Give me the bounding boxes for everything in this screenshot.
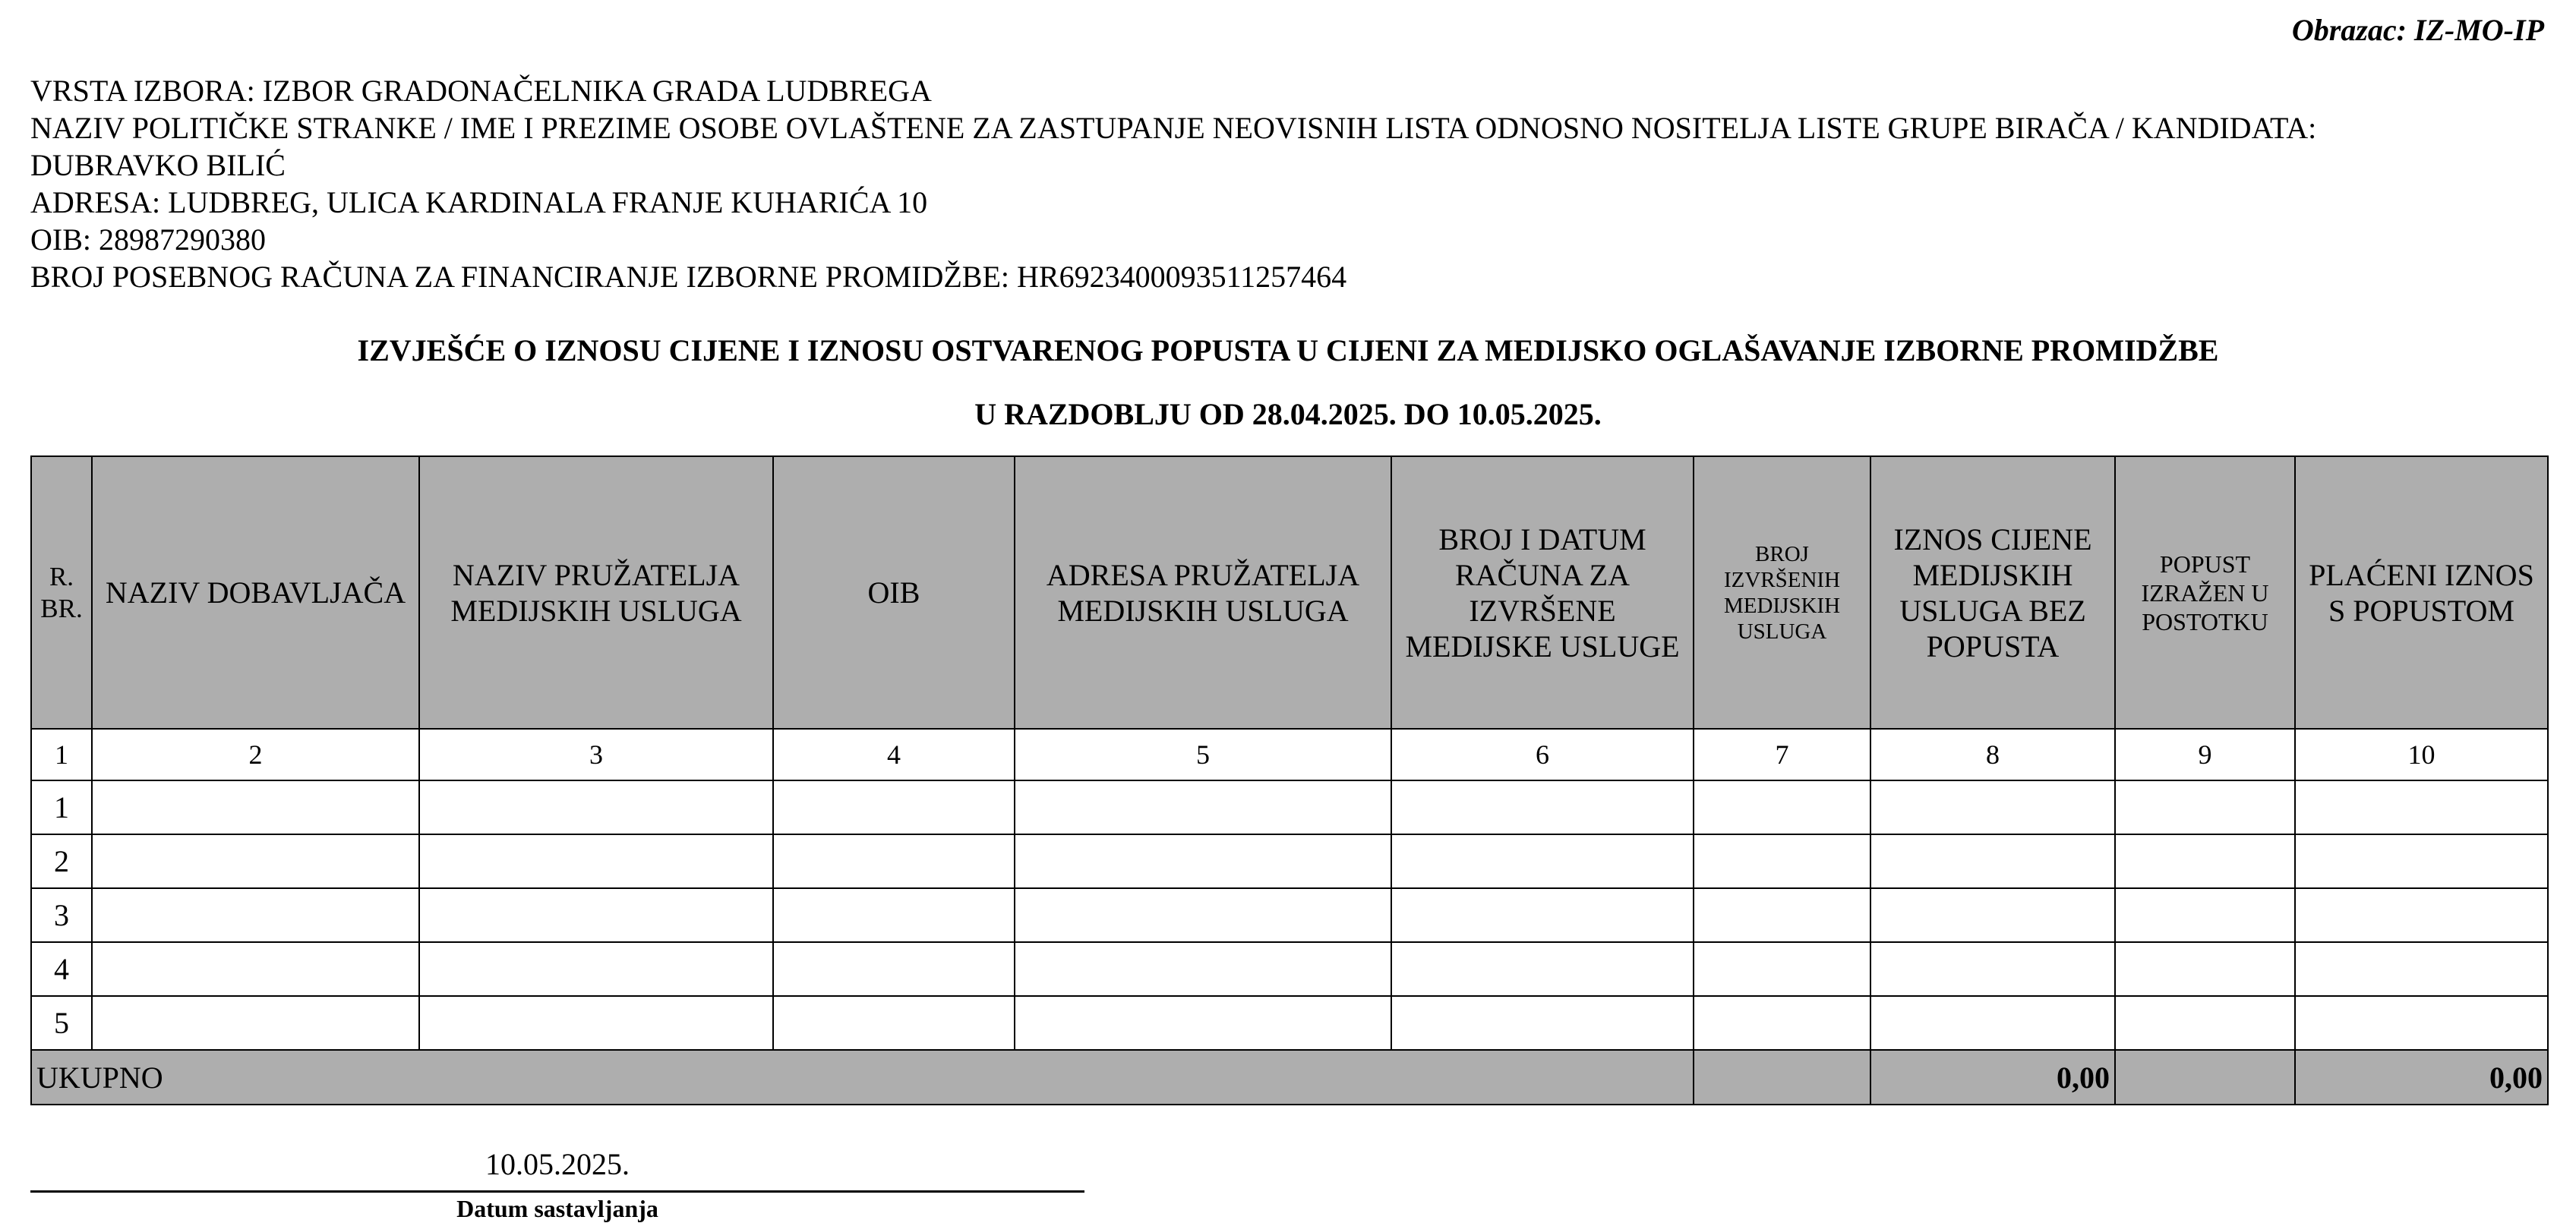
column-header-paid: PLAĆENI IZNOS S POPUSTOM bbox=[2295, 456, 2548, 729]
table-cell bbox=[1870, 780, 2115, 834]
report-table bbox=[30, 455, 2549, 1105]
candidate-name: DUBRAVKO BILIĆ bbox=[30, 148, 286, 182]
table-cell bbox=[419, 834, 773, 888]
table-cell bbox=[1870, 834, 2115, 888]
table-cell bbox=[1015, 834, 1391, 888]
table-cell bbox=[1870, 942, 2115, 996]
table-cell bbox=[2295, 942, 2548, 996]
total-service-count-cell bbox=[1694, 1050, 1870, 1105]
column-header-service-count: BROJ IZVRŠENIH MEDIJSKIH USLUGA bbox=[1694, 456, 1870, 729]
table-row bbox=[31, 996, 2548, 1050]
table-cell bbox=[1694, 942, 1870, 996]
table-cell bbox=[1391, 942, 1694, 996]
table-row bbox=[31, 888, 2548, 942]
report-title: IZVJEŠĆE O IZNOSU CIJENE I IZNOSU OSTVARENOG POPUSTA U CIJENI ZA MEDIJSKO OGLAŠAVANJE IZBORNE PROMIDŽBE bbox=[357, 333, 2219, 367]
table-cell bbox=[1391, 888, 1694, 942]
table-cell bbox=[1870, 996, 2115, 1050]
candidate-oib: OIB: 28987290380 bbox=[30, 222, 266, 257]
table-cell bbox=[1391, 780, 1694, 834]
table-cell bbox=[773, 942, 1015, 996]
table-cell bbox=[1694, 996, 1870, 1050]
total-price-without-discount: 0,00 bbox=[1870, 1050, 2115, 1105]
table-cell bbox=[92, 834, 419, 888]
table-cell bbox=[92, 996, 419, 1050]
account-number: BROJ POSEBNOG RAČUNA ZA FINANCIRANJE IZBORNE PROMIDŽBE: HR6923400093511257464 bbox=[30, 260, 1347, 294]
table-cell bbox=[2115, 942, 2295, 996]
column-number: 9 bbox=[2115, 729, 2295, 780]
compilation-date: 10.05.2025. bbox=[485, 1147, 630, 1181]
table-cell bbox=[92, 780, 419, 834]
column-number: 4 bbox=[773, 729, 1015, 780]
column-number: 5 bbox=[1015, 729, 1391, 780]
table-cell bbox=[1694, 780, 1870, 834]
table-cell bbox=[2295, 834, 2548, 888]
table-row bbox=[31, 780, 2548, 834]
column-header-rbr: R. BR. bbox=[31, 456, 92, 729]
table-cell bbox=[1694, 834, 1870, 888]
column-number-row bbox=[31, 729, 2548, 780]
table-cell bbox=[2115, 834, 2295, 888]
column-number: 6 bbox=[1391, 729, 1694, 780]
table-cell bbox=[773, 780, 1015, 834]
row-number: 4 bbox=[31, 942, 92, 996]
table-cell bbox=[1694, 888, 1870, 942]
column-header-provider-address: ADRESA PRUŽATELJA MEDIJSKIH USLUGA bbox=[1015, 456, 1391, 729]
report-header bbox=[30, 72, 2316, 295]
total-label: UKUPNO bbox=[31, 1050, 1694, 1105]
column-number: 7 bbox=[1694, 729, 1870, 780]
party-label: NAZIV POLITIČKE STRANKE / IME I PREZIME OSOBE OVLAŠTENE ZA ZASTUPANJE NEOVISNIH LISTA ODNOSNO NOSITELJA LISTE GRUPE BIRAČA / KANDIDATA: bbox=[30, 111, 2317, 145]
table-cell bbox=[2295, 996, 2548, 1050]
table-cell bbox=[1015, 888, 1391, 942]
table-cell bbox=[419, 942, 773, 996]
form-code: Obrazac: IZ-MO-IP bbox=[2291, 13, 2544, 47]
table-cell bbox=[419, 996, 773, 1050]
table-cell bbox=[1015, 996, 1391, 1050]
table-cell bbox=[773, 834, 1015, 888]
table-cell bbox=[773, 888, 1015, 942]
table-header-row bbox=[31, 456, 2548, 729]
table-cell bbox=[92, 888, 419, 942]
election-type: VRSTA IZBORA: IZBOR GRADONAČELNIKA GRADA LUDBREGA bbox=[30, 74, 932, 108]
table-cell bbox=[419, 780, 773, 834]
column-number: 10 bbox=[2295, 729, 2548, 780]
table-cell bbox=[1391, 996, 1694, 1050]
report-period: U RAZDOBLJU OD 28.04.2025. DO 10.05.2025. bbox=[974, 397, 1602, 431]
table-cell bbox=[1015, 780, 1391, 834]
column-header-provider: NAZIV PRUŽATELJA MEDIJSKIH USLUGA bbox=[419, 456, 773, 729]
column-number: 2 bbox=[92, 729, 419, 780]
table-cell bbox=[92, 942, 419, 996]
table-cell bbox=[2295, 780, 2548, 834]
column-number: 1 bbox=[31, 729, 92, 780]
row-number: 1 bbox=[31, 780, 92, 834]
compilation-date-label: Datum sastavljanja bbox=[456, 1195, 658, 1222]
row-number: 5 bbox=[31, 996, 92, 1050]
row-number: 3 bbox=[31, 888, 92, 942]
table-cell bbox=[2115, 888, 2295, 942]
signature-line bbox=[30, 1190, 1084, 1193]
column-number: 3 bbox=[419, 729, 773, 780]
column-number: 8 bbox=[1870, 729, 2115, 780]
total-row bbox=[31, 1050, 2548, 1105]
column-header-oib: OIB bbox=[773, 456, 1015, 729]
table-cell bbox=[773, 996, 1015, 1050]
table-cell bbox=[2295, 888, 2548, 942]
total-discount-cell bbox=[2115, 1050, 2295, 1105]
table-row bbox=[31, 834, 2548, 888]
table-cell bbox=[2115, 780, 2295, 834]
table-cell bbox=[1015, 942, 1391, 996]
candidate-address: ADRESA: LUDBREG, ULICA KARDINALA FRANJE KUHARIĆA 10 bbox=[30, 185, 928, 219]
column-header-invoice: BROJ I DATUM RAČUNA ZA IZVRŠENE MEDIJSKE USLUGE bbox=[1391, 456, 1694, 729]
column-header-supplier: NAZIV DOBAVLJAČA bbox=[92, 456, 419, 729]
table-row bbox=[31, 942, 2548, 996]
table-cell bbox=[419, 888, 773, 942]
table-cell bbox=[1391, 834, 1694, 888]
table-cell bbox=[1870, 888, 2115, 942]
table-cell bbox=[2115, 996, 2295, 1050]
column-header-price: IZNOS CIJENE MEDIJSKIH USLUGA BEZ POPUSTA bbox=[1870, 456, 2115, 729]
total-paid-amount: 0,00 bbox=[2295, 1050, 2548, 1105]
row-number: 2 bbox=[31, 834, 92, 888]
column-header-discount: POPUST IZRAŽEN U POSTOTKU bbox=[2115, 456, 2295, 729]
